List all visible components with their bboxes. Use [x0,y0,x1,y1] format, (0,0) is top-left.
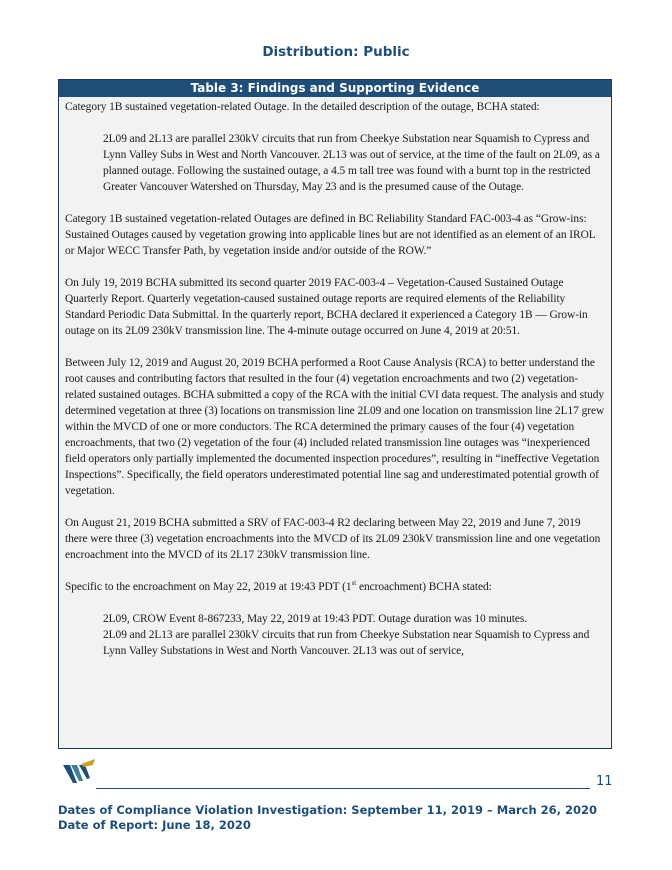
paragraph-6-start: Specific to the encroachment on May 22, 2019 at 19:43 PDT (1 [65,581,352,593]
quote-2-line-2: 2L09 and 2L13 are parallel 230kV circuits that run from Cheekye Substation near Squamish to Cypress and Lynn Valley Substations in West and North Vancouver. 2L13 was out of service, [103,629,590,657]
investigation-dates: Dates of Compliance Violation Investigation: September 11, 2019 – March 26, 2020 [58,803,598,817]
page-number: 11 [596,774,613,789]
paragraph-4: Between July 12, 2019 and August 20, 2019 BCHA performed a Root Cause Analysis (RCA) to better understand the root causes and contributing factors that resulted in the four (4) vegetation encroachments and two (2) vegetation-related sustained outages. BCHA submitted a copy of the RCA with the initial CVI data request. The analysis and study determined vegetation at three (3) locations on transmission line 2L09 and one location on transmission line 2L17 grew within the MVCD of one or more conductors. The RCA determined the primary causes of the four (4) vegetation encroachments, that two (2) vegetation of the four (4) included related transmission line outages was “inexperienced field operators only partially implemented the documented inspection procedures”, resulting in “ineffective Vegetation Inspections”. Specifically, the field operators underestimated potential line sag and underestimated potential growth of vegetation. [65,357,605,497]
paragraph-1: Category 1B sustained vegetation-related Outage. In the detailed description of the outage, BCHA stated: [65,101,540,113]
wecc-logo-icon [62,758,96,788]
ordinal-superscript: st [351,579,357,588]
quote-2-line-1: 2L09, CROW Event 8-867233, May 22, 2019 at 19:43 PDT. Outage duration was 10 minutes. [103,613,528,625]
quote-2 [103,611,605,659]
quote-1: 2L09 and 2L13 are parallel 230kV circuits that run from Cheekye Substation near Squamish to Cypress and Lynn Valley Subs in West and North Vancouver. 2L13 was out of service, at the time of the fault on 2L09, as a planned outage. Following the sustained outage, a 4.5 m tall tree was found with a burnt top in the restricted Greater Vancouver Watershed on Thursday, May 23 and is the presumed cause of the Outage. [103,133,600,193]
findings-table [58,79,612,749]
paragraph-6 [65,579,605,595]
paragraph-6-end: encroachment) BCHA stated: [356,581,492,593]
paragraph-5: On August 21, 2019 BCHA submitted a SRV of FAC-003-4 R2 declaring between May 22, 2019 and June 7, 2019 there were three (3) vegetation encroachments into the MVCD of its 2L09 230kV transmission line and one vegetation encroachment into the MVCD of its 2L17 230kV transmission line. [65,517,601,561]
paragraph-3: On July 19, 2019 BCHA submitted its second quarter 2019 FAC-003-4 – Vegetation-Caused Sustained Outage Quarterly Report. Quarterly vegetation-caused sustained outage reports are required elements of the Reliability Standard Periodic Data Submittal. In the quarterly report, BCHA declared it experienced a Category 1B — Grow-in outage on its 2L09 230kV transmission line. The 4-minute outage occurred on June 4, 2019 at 20:51. [65,277,588,337]
report-date: Date of Report: June 18, 2020 [58,818,251,832]
table-body [59,97,611,749]
footer-divider [96,788,590,789]
distribution-label: Distribution: Public [262,44,410,60]
paragraph-2: Category 1B sustained vegetation-related Outages are defined in BC Reliability Standard FAC-003-4 as “Grow-ins: Sustained Outages caused by vegetation growing into applicable lines but are not identified as an element of an IROL or Major WECC Transfer Path, by vegetation inside and/or outside of the ROW.” [65,213,596,257]
table-title: Table 3: Findings and Supporting Evidence [59,80,611,97]
